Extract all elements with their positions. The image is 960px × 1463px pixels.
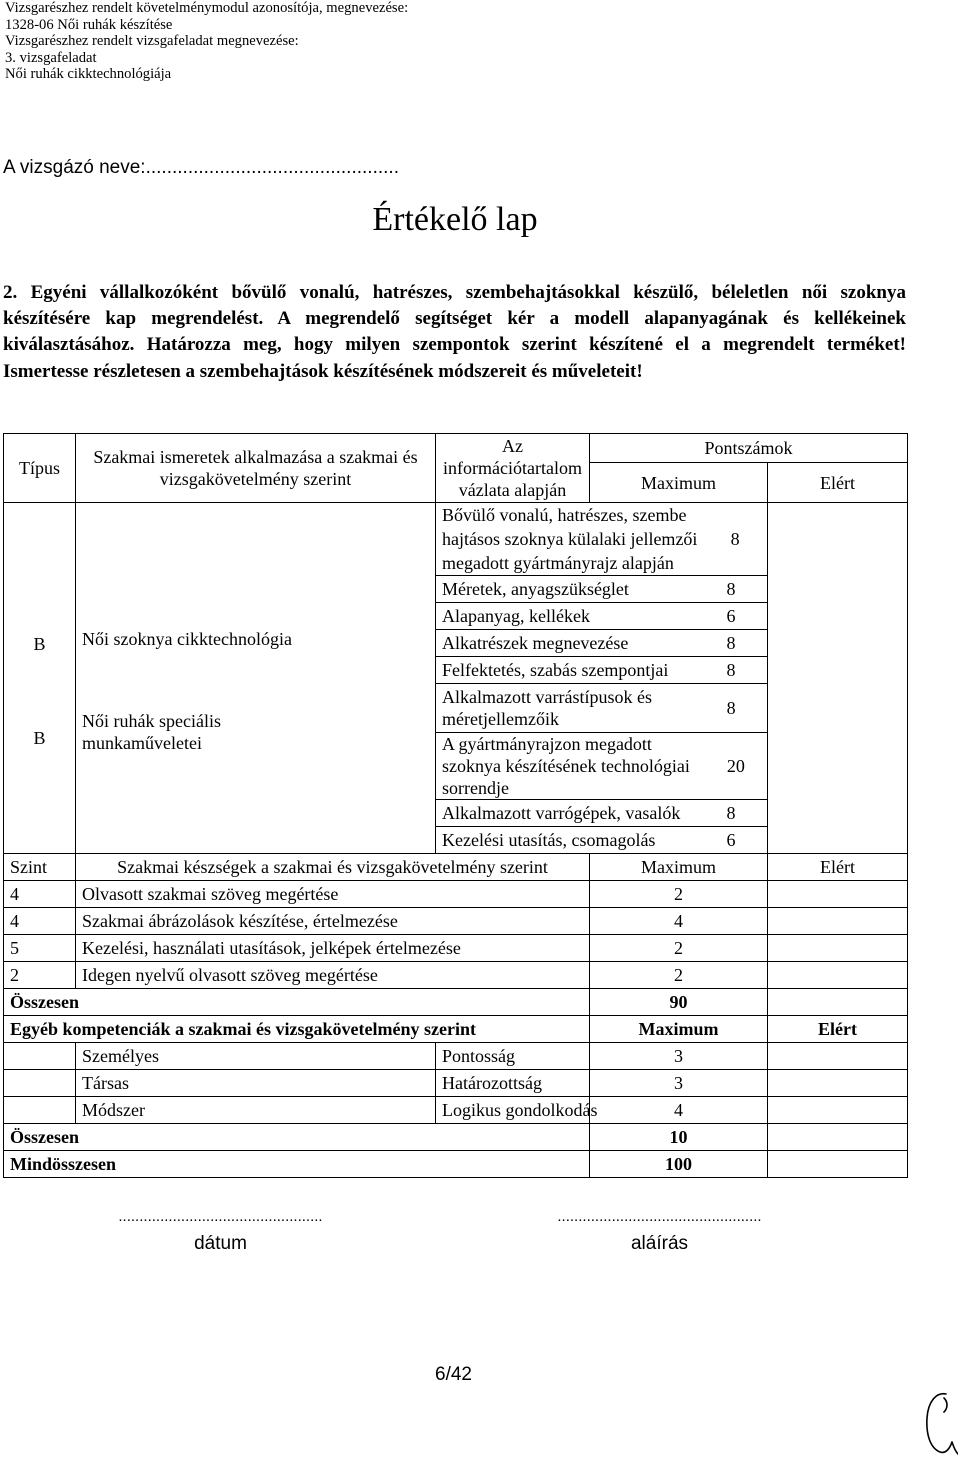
table-row	[436, 603, 768, 630]
item-max: 6	[726, 830, 736, 850]
table-row	[436, 630, 768, 657]
skill-max: 2	[590, 962, 768, 989]
signature-dots: .................................................	[557, 1208, 762, 1225]
header-line: 1328-06 Női ruhák készítése	[5, 16, 173, 33]
type-label: B	[33, 728, 46, 748]
other-title-header: Egyéb kompetenciák a szakmai és vizsgakövetelmény szerint	[4, 1016, 590, 1043]
table-row	[436, 800, 768, 827]
header-line: Női ruhák cikktechnológiája	[5, 66, 172, 83]
table-row	[436, 657, 768, 684]
knowledge-topic-cell	[76, 503, 436, 854]
subtotal-label: Összesen	[4, 989, 590, 1016]
header-knowledge: Szakmai ismeretek alkalmazása a szakmai és vizsgakövetelmény szerint	[76, 434, 436, 503]
other-spacer	[4, 1097, 76, 1124]
item-text: Kezelési utasítás, csomagolás	[442, 830, 656, 850]
skill-text: Szakmai ábrázolások készítése, értelmezése	[76, 908, 590, 935]
item-max: 8	[726, 633, 736, 653]
skill-max: 4	[590, 908, 768, 935]
skill-achieved	[768, 935, 908, 962]
handwritten-mark-icon	[918, 1388, 958, 1458]
item-text: Felfektetés, szabás szempontjai	[442, 660, 669, 680]
skill-achieved	[768, 908, 908, 935]
other-achieved-header: Elért	[768, 1016, 908, 1043]
other-spacer	[4, 1070, 76, 1097]
header-type: Típus	[4, 434, 76, 503]
other-maximum-header: Maximum	[590, 1016, 768, 1043]
topic-label: Női ruhák speciális munkaműveletei	[82, 711, 221, 753]
skill-max: 2	[590, 935, 768, 962]
item-max: 8	[726, 803, 736, 823]
item-max: 8	[726, 660, 736, 680]
skills-title-header: Szakmai készségek a szakmai és vizsgakövetelmény szerint	[76, 854, 590, 881]
skills-achieved-header: Elért	[768, 854, 908, 881]
subtotal-achieved	[768, 1124, 908, 1151]
signature-field	[492, 1208, 827, 1255]
skill-text: Olvasott szakmai szöveg megértése	[76, 881, 590, 908]
item-text: Alkalmazott varrógépek, vasalók	[442, 803, 681, 823]
page-title: Értékelő lap	[372, 201, 538, 238]
evaluation-table	[3, 433, 908, 1178]
other-max: 4	[590, 1097, 768, 1124]
other-spacer	[4, 1043, 76, 1070]
subtotal-label: Összesen	[4, 1124, 590, 1151]
examinee-name-field: A vizsgázó neve:................................................	[3, 157, 399, 178]
other-item-text: Határozottság	[442, 1073, 542, 1093]
skills-level-header: Szint	[4, 854, 76, 881]
grand-total-achieved	[768, 1151, 908, 1178]
grand-total-value: 100	[590, 1151, 768, 1178]
skills-maximum-header: Maximum	[590, 854, 768, 881]
subtotal-achieved	[768, 989, 908, 1016]
header-achieved: Elért	[768, 463, 908, 503]
other-category: Módszer	[76, 1097, 436, 1124]
header-line: 3. vizsgafeladat	[5, 49, 97, 66]
date-label: dátum	[194, 1233, 247, 1254]
date-signature-field	[68, 1208, 373, 1255]
item-max: 6	[726, 606, 736, 626]
item-max: 8	[730, 529, 740, 549]
skill-text: Idegen nyelvű olvasott szöveg megértése	[76, 962, 590, 989]
skill-achieved	[768, 881, 908, 908]
item-max: 8	[726, 579, 736, 599]
document-header	[5, 0, 408, 83]
table-row	[436, 576, 768, 603]
header-line: Vizsgarészhez rendelt követelménymodul azonosítója, megnevezése:	[5, 0, 409, 16]
header-points: Pontszámok	[590, 434, 908, 463]
item-text: A gyártmányrajzon megadott szoknya készítésének technológiai sorrendje	[442, 734, 690, 798]
other-item	[436, 1097, 598, 1124]
other-achieved	[768, 1043, 908, 1070]
header-line: Vizsgarészhez rendelt vizsgafeladat megnevezése:	[5, 33, 299, 50]
item-max: 8	[726, 698, 736, 718]
signature-label: aláírás	[630, 1233, 689, 1254]
other-item	[436, 1043, 590, 1070]
date-dots: .................................................	[118, 1208, 323, 1225]
item-text: Méretek, anyagszükséglet	[442, 579, 629, 599]
table-row	[436, 684, 768, 733]
header-info-outline: Az információtartalom vázlata alapján	[436, 434, 590, 503]
item-max: 20	[726, 756, 745, 776]
other-category: Társas	[76, 1070, 436, 1097]
item-text: Alkatrészek megnevezése	[442, 633, 629, 653]
skill-level: 4	[4, 908, 76, 935]
skill-text: Kezelési, használati utasítások, jelképek értelmezése	[76, 935, 590, 962]
other-achieved	[768, 1070, 908, 1097]
subtotal-value: 10	[590, 1124, 768, 1151]
skill-level: 4	[4, 881, 76, 908]
item-text: Bővülő vonalú, hatrészes, szembe hajtásos szoknya külalaki jellemzői megadott gyártmányrajz alapján	[442, 505, 698, 573]
topic-label: Női szoknya cikktechnológia	[82, 629, 292, 649]
skill-achieved	[768, 962, 908, 989]
other-item-text: Logikus gondolkodás	[442, 1100, 598, 1120]
other-category: Személyes	[76, 1043, 436, 1070]
other-achieved	[768, 1097, 908, 1124]
type-label: B	[33, 634, 46, 654]
other-max: 3	[590, 1070, 768, 1097]
page-number: 6/42	[435, 1364, 472, 1385]
table-row	[436, 827, 768, 854]
subtotal-value: 90	[590, 989, 768, 1016]
other-max: 3	[590, 1043, 768, 1070]
achieved-empty-cell	[768, 503, 908, 854]
other-item-text: Pontosság	[442, 1046, 516, 1066]
skill-level: 2	[4, 962, 76, 989]
table-row	[436, 503, 768, 576]
skill-max: 2	[590, 881, 768, 908]
table-row	[436, 733, 768, 800]
knowledge-type-cell	[4, 503, 76, 854]
task-description: 2. Egyéni vállalkozóként bővülő vonalú, hatrészes, szembehajtásokkal készülő, béleletlen női szoknya készítésére kap megrendelést. A megrendelő segítséget kér a modell alapanyagának és kellékeinek kiválasztásához. Határozza meg, hogy milyen szempontok szerint készítené el a megrendelt terméket! Ismertesse részletesen a szembehajtások készítésének módszereit és műveleteit!	[3, 282, 906, 382]
item-text: Alkalmazott varrástípusok és méretjellemzőik	[442, 687, 652, 729]
skill-level: 5	[4, 935, 76, 962]
header-maximum: Maximum	[590, 463, 768, 503]
other-item	[436, 1070, 590, 1097]
grand-total-label: Mindösszesen	[4, 1151, 590, 1178]
item-text: Alapanyag, kellékek	[442, 606, 590, 626]
